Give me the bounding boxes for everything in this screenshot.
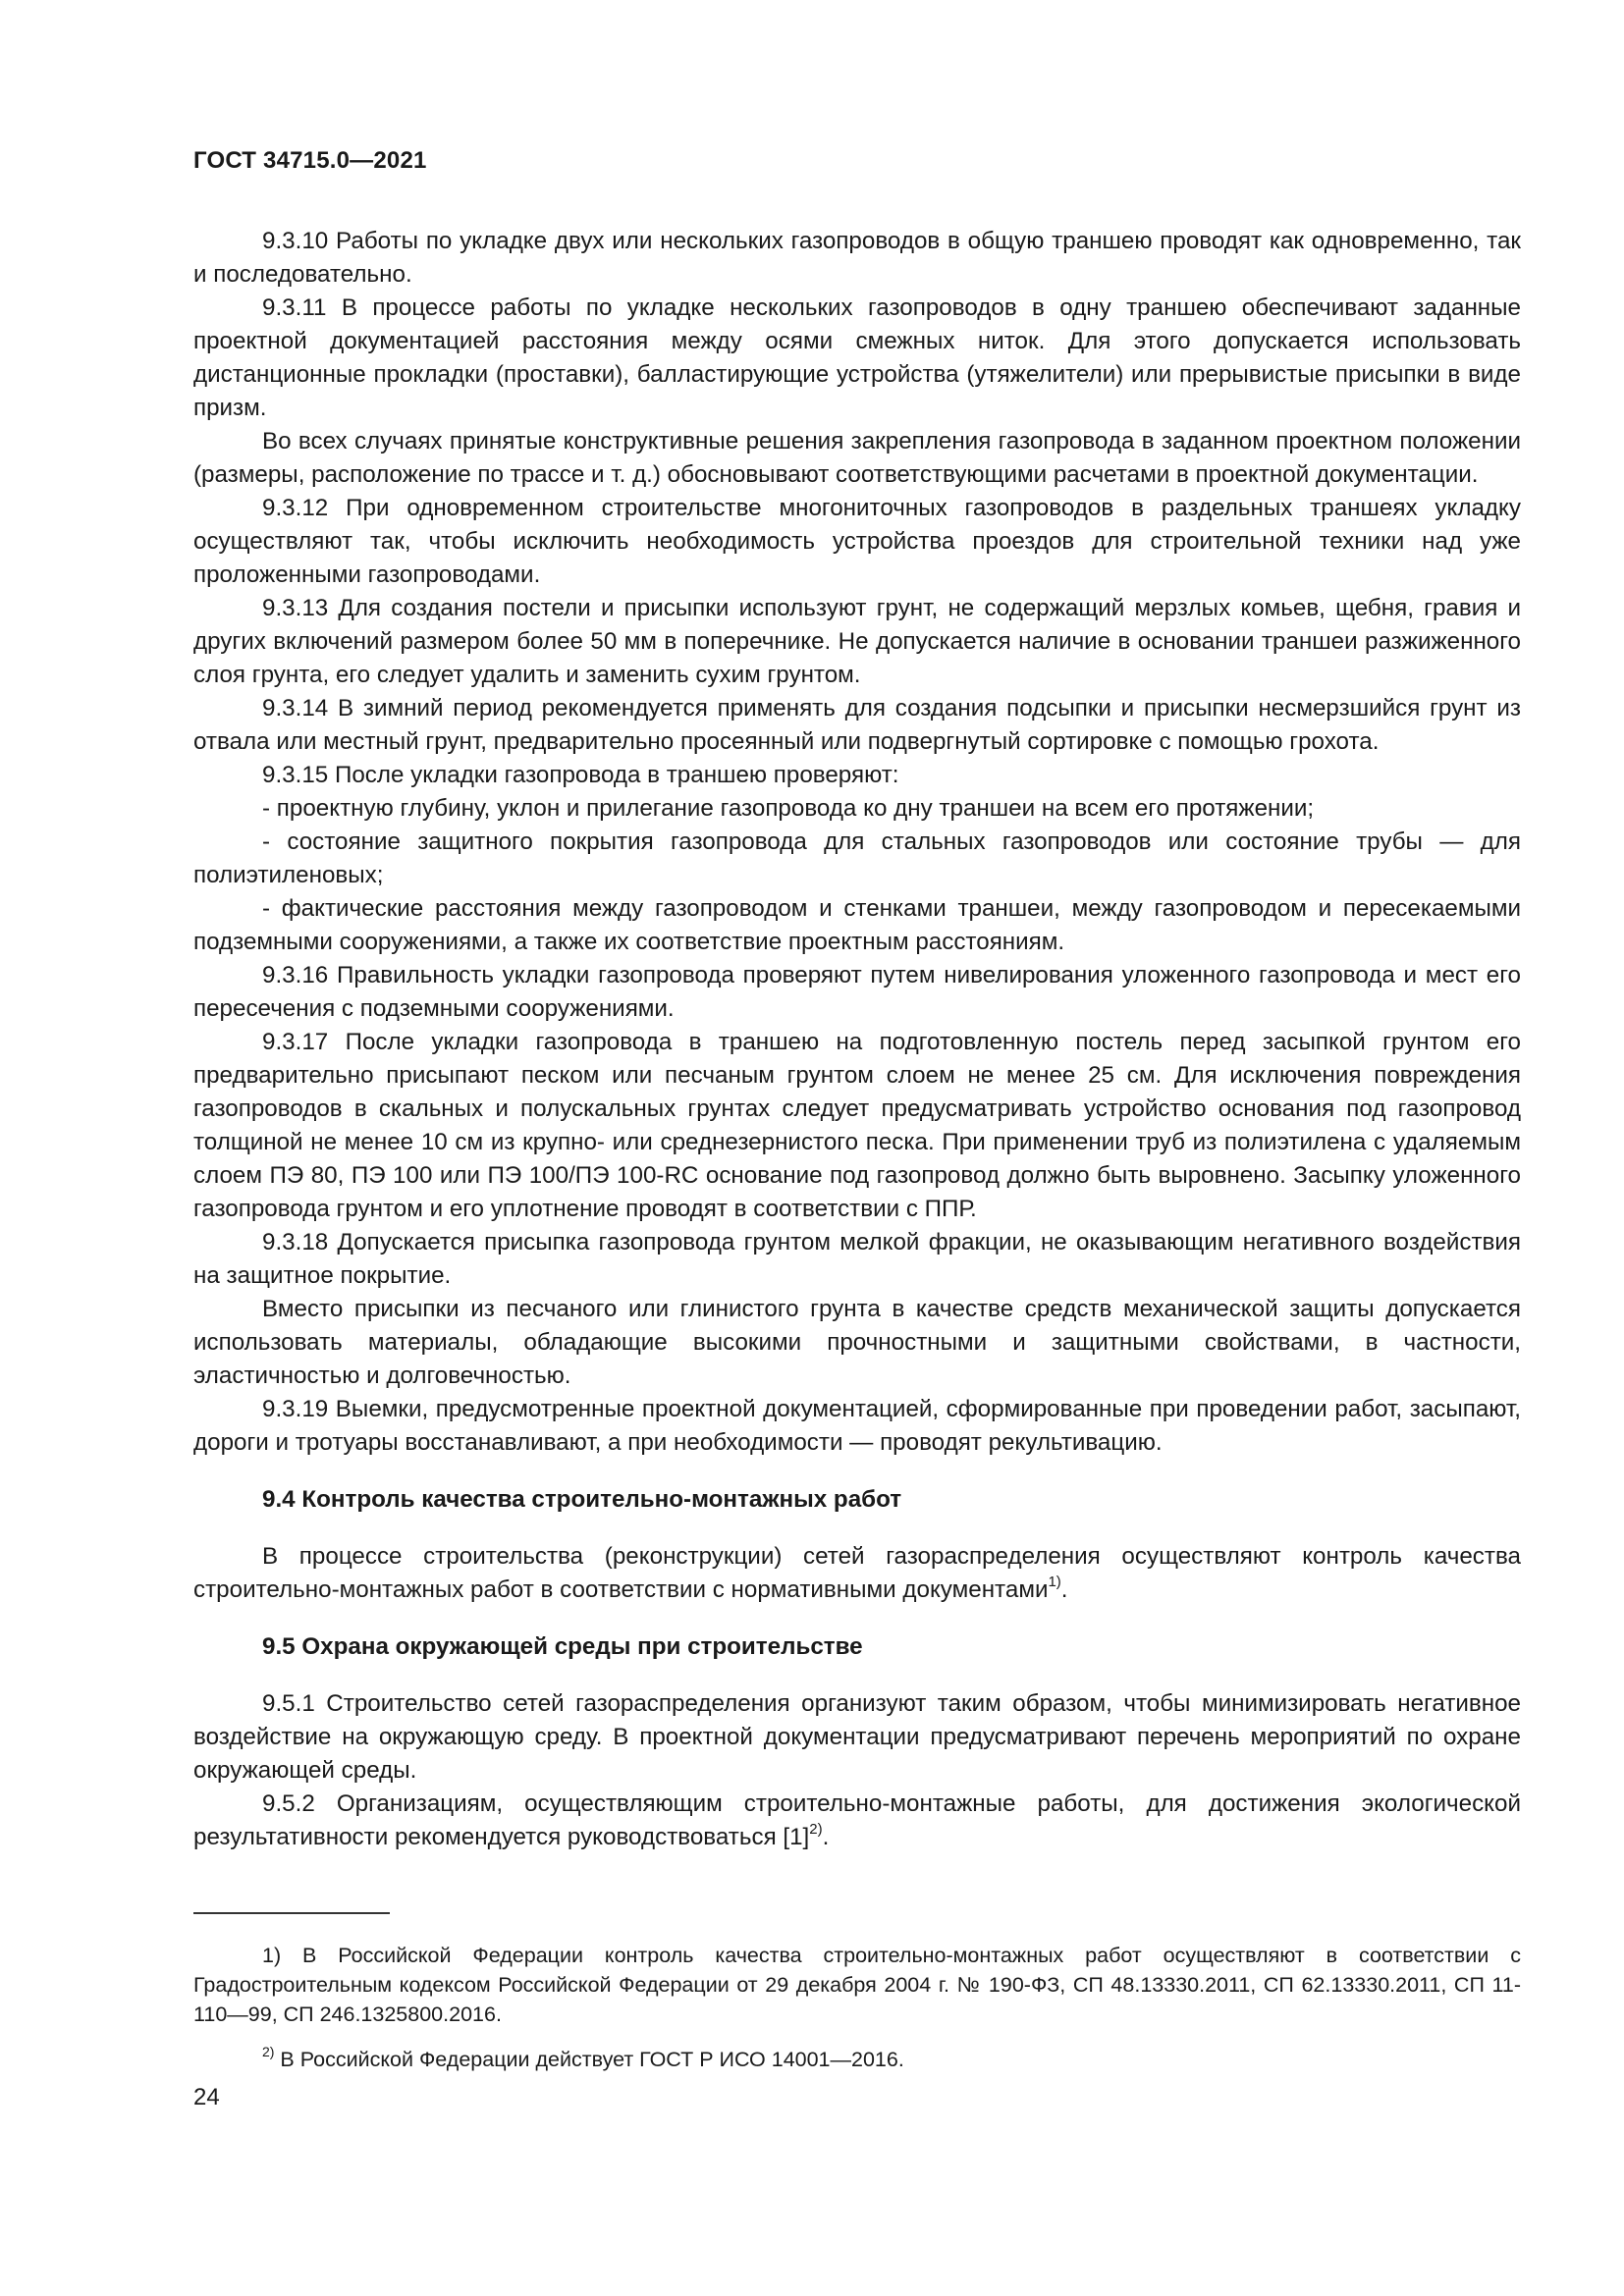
paragraph-9-4 [193,1540,1521,1607]
footnotes [193,1941,1521,2074]
paragraph-9-5-2-text: 9.5.2 Организациям, осуществляющим строительно-монтажные работы, для достижения экологической результативности рекомендуется руководствоваться [1] [193,1790,1521,1850]
list-item: - проектную глубину, уклон и прилегание газопровода ко дну траншеи на всем его протяжении; [262,795,1315,822]
footnote-2-mark: 2) [262,2043,275,2059]
list-item: - состояние защитного покрытия газопровода для стальных газопроводов или состояние трубы — для полиэтиленовых; [193,828,1521,888]
paragraph-9-4-text: В процессе строительства (реконструкции) сетей газораспределения осуществляют контроль качества строительно-монтажных работ в соответствии с нормативными документами [193,1543,1521,1603]
paragraph-9-3-10: 9.3.10 Работы по укладке двух или нескольких газопроводов в общую траншею проводят как одновременно, так и последовательно. [193,228,1521,288]
paragraph-9-5-2-tail: . [822,1824,830,1850]
footnote-2 [193,2045,1521,2074]
footnote-1: 1) В Российской Федерации контроль качества строительно-монтажных работ осуществляют в соответствии с Градостроительным кодексом Российской Федерации от 29 декабря 2004 г. № 190-ФЗ, СП 48.13330.2011, СП 62.13330.2011, СП 11-110—99, СП 246.1325800.2016. [193,1944,1521,2026]
paragraph-9-3-19: 9.3.19 Выемки, предусмотренные проектной документацией, сформированные при проведении работ, засыпают, дороги и тротуары восстанавливают, а при необходимости — проводят рекультивацию. [193,1396,1521,1456]
list-item: - фактические расстояния между газопроводом и стенками траншеи, между газопроводом и пересекаемыми подземными сооружениями, а также их соответствие проектным расстояниям. [193,895,1521,955]
footnote-ref-2: 2) [809,1820,823,1838]
footnote-2-text: В Российской Федерации действует ГОСТ Р ИСО 14001—2016. [274,2048,904,2071]
paragraph-9-3-17: 9.3.17 После укладки газопровода в траншею на подготовленную постель перед засыпкой грунтом его предварительно присыпают песком или песчаным грунтом слоем не менее 25 см. Для исключения повреждения газопроводов в скальных и полускальных грунтах следует предусматривать устройство основания под газопровод толщиной не менее 10 см из крупно- или среднезернистого песка. При применении труб из полиэтилена с удаляемым слоем ПЭ 80, ПЭ 100 или ПЭ 100/ПЭ 100-RC основание под газопровод должно быть выровнено. Засыпку уложенного газопровода грунтом и его уплотнение проводят в соответствии с ППР. [193,1029,1521,1222]
section-heading-9-4: 9.4 Контроль качества строительно-монтажных работ [262,1486,902,1513]
section-heading-9-5: 9.5 Охрана окружающей среды при строительстве [262,1633,863,1660]
page-number: 24 [193,2084,220,2110]
paragraph-9-5-2 [193,1788,1521,1854]
paragraph-9-5-1: 9.5.1 Строительство сетей газораспределения организуют таким образом, чтобы минимизировать негативное воздействие на окружающую среду. В проектной документации предусматривают перечень мероприятий по охране окружающей среды. [193,1690,1521,1784]
paragraph-9-3-18: 9.3.18 Допускается присыпка газопровода грунтом мелкой фракции, не оказывающим негативного воздействия на защитное покрытие. [193,1229,1521,1289]
paragraph-9-3-16: 9.3.16 Правильность укладки газопровода проверяют путем нивелирования уложенного газопровода и мест его пересечения с подземными сооружениями. [193,962,1521,1022]
footnote-ref-1: 1) [1048,1573,1061,1590]
paragraph-9-3-12: 9.3.12 При одновременном строительстве многониточных газопроводов в раздельных траншеях укладку осуществляют так, чтобы исключить необходимость устройства проездов для строительной техники над уже проложенными газопроводами. [193,495,1521,588]
paragraph-9-3-13: 9.3.13 Для создания постели и присыпки используют грунт, не содержащий мерзлых комьев, щебня, гравия и других включений размером более 50 мм в поперечнике. Не допускается наличие в основании траншеи разжиженного слоя грунта, его следует удалить и заменить сухим грунтом. [193,595,1521,688]
paragraph-9-3-11: 9.3.11 В процессе работы по укладке нескольких газопроводов в одну траншею обеспечивают заданные проектной документацией расстояния между осями смежных ниток. Для этого допускается использовать дистанционные прокладки (проставки), балластирующие устройства (утяжелители) или прерывистые присыпки в виде призм. [193,294,1521,421]
main-text [193,225,1521,1854]
paragraph-9-3-15: 9.3.15 После укладки газопровода в траншею проверяют: [262,762,899,788]
footnote-divider [193,1912,390,1914]
paragraph-9-3-11-b: Во всех случаях принятые конструктивные решения закрепления газопровода в заданном проектном положении (размеры, расположение по трассе и т. д.) обосновывают соответствующими расчетами в проектной документации. [193,428,1521,488]
paragraph-9-4-tail: . [1060,1576,1068,1603]
paragraph-9-3-14: 9.3.14 В зимний период рекомендуется применять для создания подсыпки и присыпки несмерзшийся грунт из отвала или местный грунт, предварительно просеянный или подвергнутый сортировке с помощью грохота. [193,695,1521,755]
paragraph-9-3-18-b: Вместо присыпки из песчаного или глинистого грунта в качестве средств механической защиты допускается использовать материалы, обладающие высокими прочностными и защитными свойствами, в частности, эластичностью и долговечностью. [193,1296,1521,1389]
document-header: ГОСТ 34715.0—2021 [193,147,427,174]
